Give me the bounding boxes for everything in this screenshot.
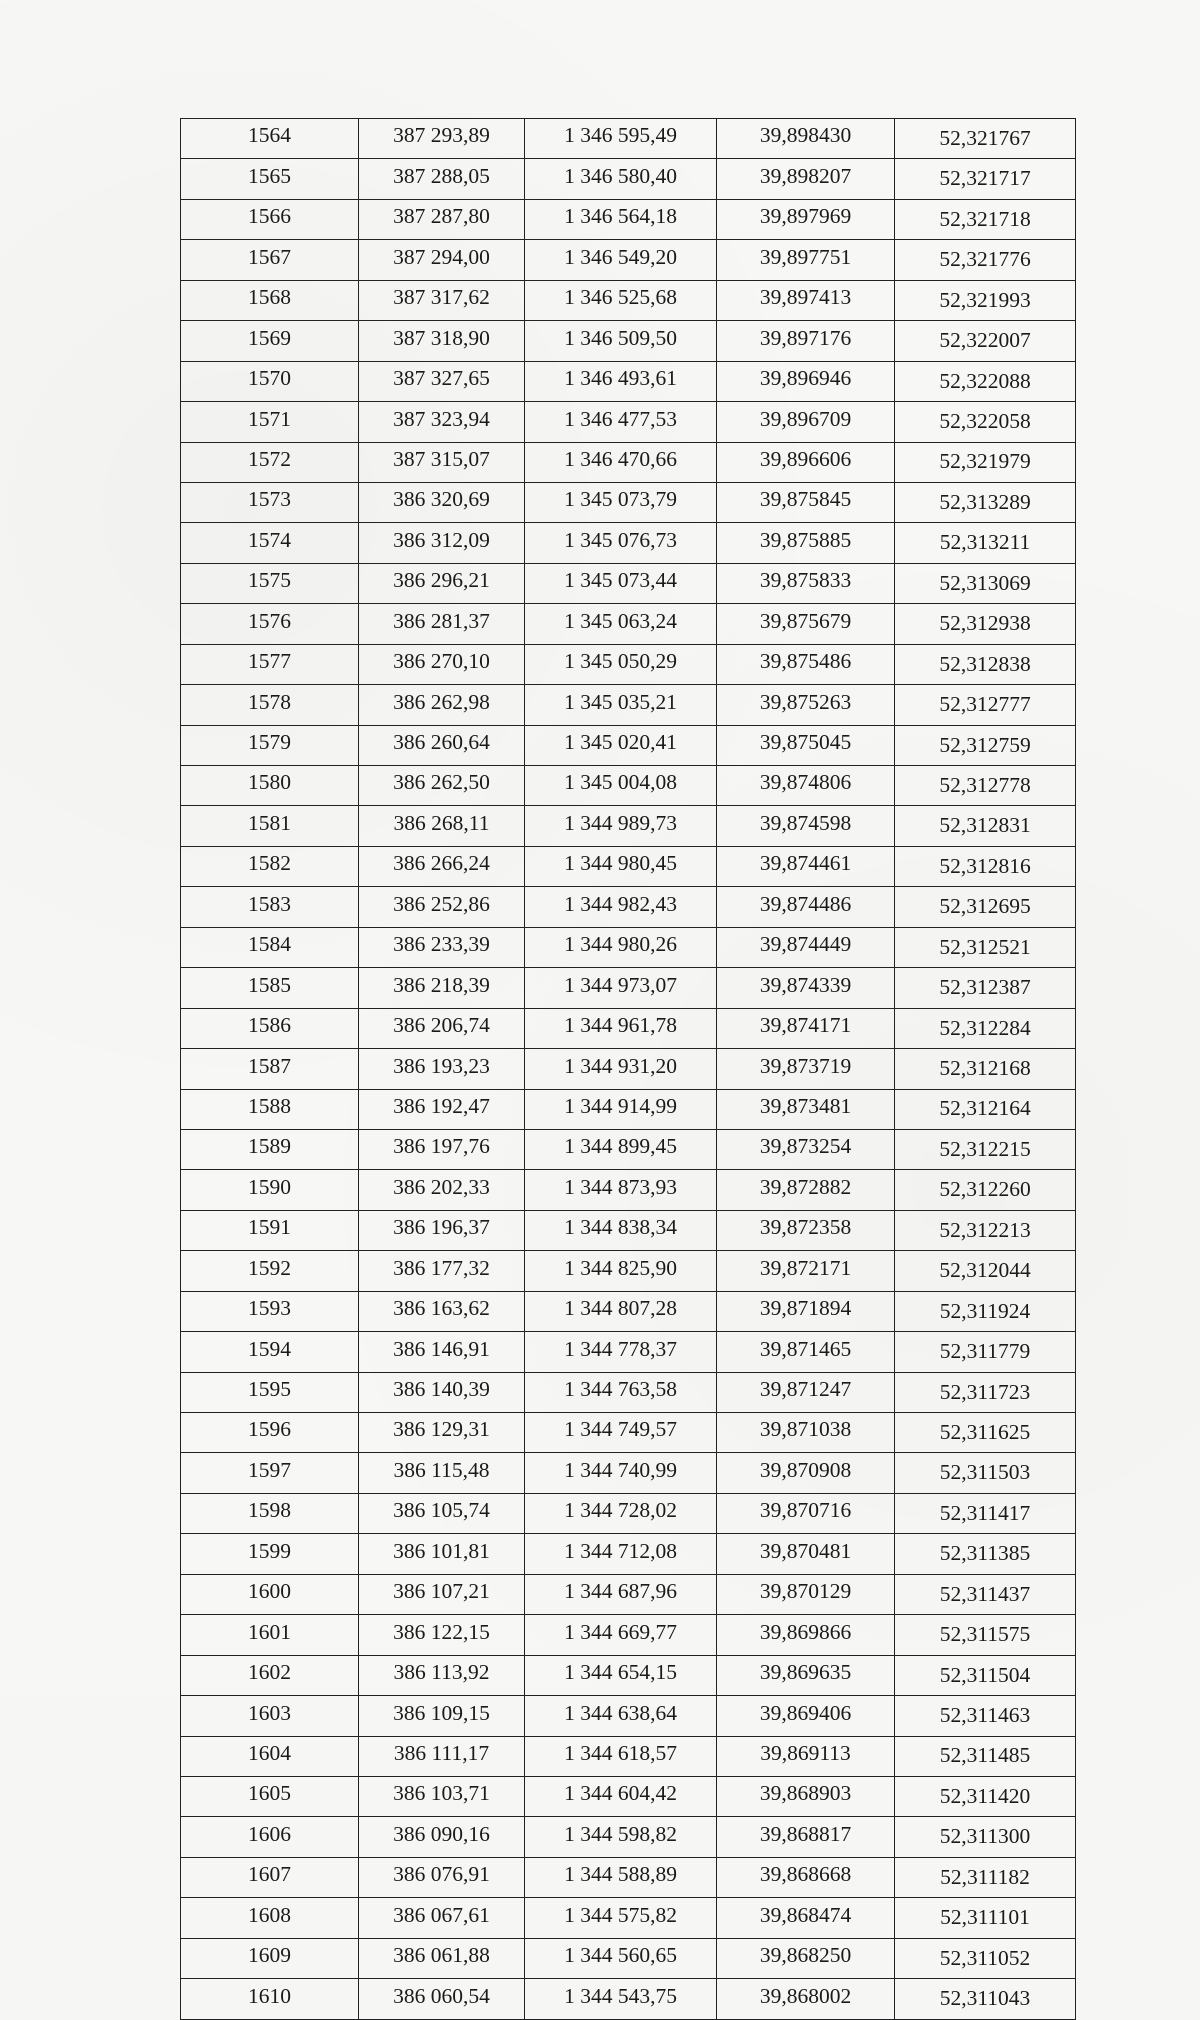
longitude-cell: 39,870129 xyxy=(717,1574,895,1614)
x-coordinate-cell: 386 281,37 xyxy=(359,604,525,644)
y-coordinate-cell: 1 346 477,53 xyxy=(525,402,717,442)
table-row xyxy=(181,361,1076,401)
y-coordinate-cell: 1 345 073,79 xyxy=(525,482,717,522)
latitude-cell: 52,312938 xyxy=(895,604,1076,644)
point-number-cell: 1573 xyxy=(181,482,359,522)
table-row xyxy=(181,1817,1076,1857)
y-coordinate-cell: 1 344 961,78 xyxy=(525,1008,717,1048)
point-number-cell: 1600 xyxy=(181,1574,359,1614)
x-coordinate-cell: 386 268,11 xyxy=(359,806,525,846)
longitude-cell: 39,868474 xyxy=(717,1898,895,1938)
table-row xyxy=(181,1736,1076,1776)
longitude-cell: 39,869406 xyxy=(717,1696,895,1736)
latitude-cell: 52,312778 xyxy=(895,766,1076,806)
longitude-cell: 39,868250 xyxy=(717,1938,895,1978)
table-row xyxy=(181,119,1076,159)
table-row xyxy=(181,1008,1076,1048)
y-coordinate-cell: 1 344 669,77 xyxy=(525,1615,717,1655)
longitude-cell: 39,873719 xyxy=(717,1049,895,1089)
latitude-cell: 52,312759 xyxy=(895,725,1076,765)
latitude-cell: 52,312164 xyxy=(895,1089,1076,1129)
y-coordinate-cell: 1 344 575,82 xyxy=(525,1898,717,1938)
x-coordinate-cell: 386 101,81 xyxy=(359,1534,525,1574)
table-row xyxy=(181,1534,1076,1574)
latitude-cell: 52,312168 xyxy=(895,1049,1076,1089)
coordinates-table-container xyxy=(180,118,1075,2020)
point-number-cell: 1564 xyxy=(181,119,359,159)
latitude-cell: 52,311385 xyxy=(895,1534,1076,1574)
longitude-cell: 39,875833 xyxy=(717,563,895,603)
latitude-cell: 52,312831 xyxy=(895,806,1076,846)
latitude-cell: 52,312284 xyxy=(895,1008,1076,1048)
longitude-cell: 39,872882 xyxy=(717,1170,895,1210)
x-coordinate-cell: 386 202,33 xyxy=(359,1170,525,1210)
y-coordinate-cell: 1 344 543,75 xyxy=(525,1979,717,2019)
table-row xyxy=(181,1049,1076,1089)
point-number-cell: 1565 xyxy=(181,159,359,199)
y-coordinate-cell: 1 344 899,45 xyxy=(525,1129,717,1169)
longitude-cell: 39,897413 xyxy=(717,280,895,320)
table-row xyxy=(181,1170,1076,1210)
x-coordinate-cell: 386 262,50 xyxy=(359,766,525,806)
x-coordinate-cell: 386 197,76 xyxy=(359,1129,525,1169)
point-number-cell: 1607 xyxy=(181,1857,359,1897)
longitude-cell: 39,873481 xyxy=(717,1089,895,1129)
latitude-cell: 52,312816 xyxy=(895,846,1076,886)
y-coordinate-cell: 1 345 004,08 xyxy=(525,766,717,806)
table-row xyxy=(181,685,1076,725)
y-coordinate-cell: 1 345 035,21 xyxy=(525,685,717,725)
table-row xyxy=(181,1332,1076,1372)
y-coordinate-cell: 1 344 982,43 xyxy=(525,887,717,927)
point-number-cell: 1575 xyxy=(181,563,359,603)
point-number-cell: 1594 xyxy=(181,1332,359,1372)
x-coordinate-cell: 386 260,64 xyxy=(359,725,525,765)
latitude-cell: 52,312695 xyxy=(895,887,1076,927)
latitude-cell: 52,311300 xyxy=(895,1817,1076,1857)
table-row xyxy=(181,321,1076,361)
longitude-cell: 39,875885 xyxy=(717,523,895,563)
point-number-cell: 1601 xyxy=(181,1615,359,1655)
table-row xyxy=(181,1655,1076,1695)
table-row xyxy=(181,1291,1076,1331)
latitude-cell: 52,311437 xyxy=(895,1574,1076,1614)
x-coordinate-cell: 386 103,71 xyxy=(359,1776,525,1816)
table-row xyxy=(181,442,1076,482)
table-row xyxy=(181,402,1076,442)
y-coordinate-cell: 1 344 980,26 xyxy=(525,927,717,967)
longitude-cell: 39,874339 xyxy=(717,968,895,1008)
latitude-cell: 52,322088 xyxy=(895,361,1076,401)
table-row xyxy=(181,1615,1076,1655)
point-number-cell: 1586 xyxy=(181,1008,359,1048)
y-coordinate-cell: 1 344 873,93 xyxy=(525,1170,717,1210)
longitude-cell: 39,868903 xyxy=(717,1776,895,1816)
point-number-cell: 1595 xyxy=(181,1372,359,1412)
y-coordinate-cell: 1 344 838,34 xyxy=(525,1210,717,1250)
table-row xyxy=(181,1857,1076,1897)
point-number-cell: 1606 xyxy=(181,1817,359,1857)
x-coordinate-cell: 386 177,32 xyxy=(359,1251,525,1291)
y-coordinate-cell: 1 344 825,90 xyxy=(525,1251,717,1291)
latitude-cell: 52,313289 xyxy=(895,482,1076,522)
x-coordinate-cell: 386 060,54 xyxy=(359,1979,525,2019)
longitude-cell: 39,868002 xyxy=(717,1979,895,2019)
y-coordinate-cell: 1 345 020,41 xyxy=(525,725,717,765)
x-coordinate-cell: 386 320,69 xyxy=(359,482,525,522)
longitude-cell: 39,898430 xyxy=(717,119,895,159)
longitude-cell: 39,874171 xyxy=(717,1008,895,1048)
longitude-cell: 39,874461 xyxy=(717,846,895,886)
table-row xyxy=(181,1979,1076,2019)
coordinates-table-body xyxy=(181,119,1076,2020)
table-row xyxy=(181,1129,1076,1169)
longitude-cell: 39,896946 xyxy=(717,361,895,401)
longitude-cell: 39,868668 xyxy=(717,1857,895,1897)
point-number-cell: 1568 xyxy=(181,280,359,320)
table-row xyxy=(181,604,1076,644)
point-number-cell: 1587 xyxy=(181,1049,359,1089)
table-row xyxy=(181,1898,1076,1938)
latitude-cell: 52,311625 xyxy=(895,1413,1076,1453)
y-coordinate-cell: 1 346 595,49 xyxy=(525,119,717,159)
table-row xyxy=(181,280,1076,320)
table-row xyxy=(181,927,1076,967)
longitude-cell: 39,872171 xyxy=(717,1251,895,1291)
longitude-cell: 39,898207 xyxy=(717,159,895,199)
table-row xyxy=(181,1089,1076,1129)
longitude-cell: 39,875845 xyxy=(717,482,895,522)
x-coordinate-cell: 386 140,39 xyxy=(359,1372,525,1412)
longitude-cell: 39,871894 xyxy=(717,1291,895,1331)
longitude-cell: 39,871247 xyxy=(717,1372,895,1412)
point-number-cell: 1582 xyxy=(181,846,359,886)
point-number-cell: 1567 xyxy=(181,240,359,280)
x-coordinate-cell: 387 315,07 xyxy=(359,442,525,482)
y-coordinate-cell: 1 344 712,08 xyxy=(525,1534,717,1574)
y-coordinate-cell: 1 345 063,24 xyxy=(525,604,717,644)
x-coordinate-cell: 387 327,65 xyxy=(359,361,525,401)
y-coordinate-cell: 1 344 914,99 xyxy=(525,1089,717,1129)
table-row xyxy=(181,1776,1076,1816)
longitude-cell: 39,897969 xyxy=(717,199,895,239)
longitude-cell: 39,875045 xyxy=(717,725,895,765)
x-coordinate-cell: 386 122,15 xyxy=(359,1615,525,1655)
point-number-cell: 1566 xyxy=(181,199,359,239)
longitude-cell: 39,871038 xyxy=(717,1413,895,1453)
y-coordinate-cell: 1 346 493,61 xyxy=(525,361,717,401)
table-row xyxy=(181,887,1076,927)
point-number-cell: 1578 xyxy=(181,685,359,725)
longitude-cell: 39,870716 xyxy=(717,1493,895,1533)
y-coordinate-cell: 1 344 654,15 xyxy=(525,1655,717,1695)
point-number-cell: 1570 xyxy=(181,361,359,401)
table-row xyxy=(181,482,1076,522)
x-coordinate-cell: 386 067,61 xyxy=(359,1898,525,1938)
table-row xyxy=(181,968,1076,1008)
point-number-cell: 1589 xyxy=(181,1129,359,1169)
point-number-cell: 1574 xyxy=(181,523,359,563)
x-coordinate-cell: 387 287,80 xyxy=(359,199,525,239)
point-number-cell: 1597 xyxy=(181,1453,359,1493)
latitude-cell: 52,312777 xyxy=(895,685,1076,725)
table-row xyxy=(181,766,1076,806)
y-coordinate-cell: 1 344 740,99 xyxy=(525,1453,717,1493)
latitude-cell: 52,321718 xyxy=(895,199,1076,239)
y-coordinate-cell: 1 344 728,02 xyxy=(525,1493,717,1533)
latitude-cell: 52,321776 xyxy=(895,240,1076,280)
x-coordinate-cell: 387 288,05 xyxy=(359,159,525,199)
latitude-cell: 52,311503 xyxy=(895,1453,1076,1493)
table-row xyxy=(181,159,1076,199)
x-coordinate-cell: 387 323,94 xyxy=(359,402,525,442)
y-coordinate-cell: 1 344 598,82 xyxy=(525,1817,717,1857)
latitude-cell: 52,312387 xyxy=(895,968,1076,1008)
latitude-cell: 52,321717 xyxy=(895,159,1076,199)
point-number-cell: 1571 xyxy=(181,402,359,442)
latitude-cell: 52,311417 xyxy=(895,1493,1076,1533)
latitude-cell: 52,321767 xyxy=(895,119,1076,159)
table-row xyxy=(181,644,1076,684)
latitude-cell: 52,311052 xyxy=(895,1938,1076,1978)
latitude-cell: 52,311101 xyxy=(895,1898,1076,1938)
x-coordinate-cell: 386 262,98 xyxy=(359,685,525,725)
point-number-cell: 1604 xyxy=(181,1736,359,1776)
longitude-cell: 39,870908 xyxy=(717,1453,895,1493)
y-coordinate-cell: 1 345 073,44 xyxy=(525,563,717,603)
longitude-cell: 39,869113 xyxy=(717,1736,895,1776)
longitude-cell: 39,896709 xyxy=(717,402,895,442)
y-coordinate-cell: 1 344 980,45 xyxy=(525,846,717,886)
longitude-cell: 39,875679 xyxy=(717,604,895,644)
x-coordinate-cell: 386 107,21 xyxy=(359,1574,525,1614)
table-row xyxy=(181,725,1076,765)
longitude-cell: 39,872358 xyxy=(717,1210,895,1250)
longitude-cell: 39,875263 xyxy=(717,685,895,725)
point-number-cell: 1609 xyxy=(181,1938,359,1978)
x-coordinate-cell: 386 076,91 xyxy=(359,1857,525,1897)
point-number-cell: 1591 xyxy=(181,1210,359,1250)
x-coordinate-cell: 386 312,09 xyxy=(359,523,525,563)
point-number-cell: 1588 xyxy=(181,1089,359,1129)
point-number-cell: 1598 xyxy=(181,1493,359,1533)
y-coordinate-cell: 1 345 050,29 xyxy=(525,644,717,684)
longitude-cell: 39,874806 xyxy=(717,766,895,806)
table-row xyxy=(181,1372,1076,1412)
longitude-cell: 39,870481 xyxy=(717,1534,895,1574)
latitude-cell: 52,321979 xyxy=(895,442,1076,482)
y-coordinate-cell: 1 344 778,37 xyxy=(525,1332,717,1372)
longitude-cell: 39,896606 xyxy=(717,442,895,482)
y-coordinate-cell: 1 344 989,73 xyxy=(525,806,717,846)
point-number-cell: 1592 xyxy=(181,1251,359,1291)
y-coordinate-cell: 1 345 076,73 xyxy=(525,523,717,563)
x-coordinate-cell: 386 061,88 xyxy=(359,1938,525,1978)
y-coordinate-cell: 1 344 763,58 xyxy=(525,1372,717,1412)
longitude-cell: 39,875486 xyxy=(717,644,895,684)
point-number-cell: 1585 xyxy=(181,968,359,1008)
x-coordinate-cell: 386 233,39 xyxy=(359,927,525,967)
latitude-cell: 52,311043 xyxy=(895,1979,1076,2019)
y-coordinate-cell: 1 344 749,57 xyxy=(525,1413,717,1453)
table-row xyxy=(181,1696,1076,1736)
x-coordinate-cell: 386 218,39 xyxy=(359,968,525,1008)
y-coordinate-cell: 1 344 604,42 xyxy=(525,1776,717,1816)
longitude-cell: 39,869635 xyxy=(717,1655,895,1695)
x-coordinate-cell: 387 293,89 xyxy=(359,119,525,159)
point-number-cell: 1569 xyxy=(181,321,359,361)
latitude-cell: 52,311575 xyxy=(895,1615,1076,1655)
latitude-cell: 52,311723 xyxy=(895,1372,1076,1412)
table-row xyxy=(181,806,1076,846)
longitude-cell: 39,874598 xyxy=(717,806,895,846)
x-coordinate-cell: 386 192,47 xyxy=(359,1089,525,1129)
x-coordinate-cell: 386 270,10 xyxy=(359,644,525,684)
point-number-cell: 1576 xyxy=(181,604,359,644)
latitude-cell: 52,322007 xyxy=(895,321,1076,361)
longitude-cell: 39,897176 xyxy=(717,321,895,361)
table-row xyxy=(181,523,1076,563)
longitude-cell: 39,874486 xyxy=(717,887,895,927)
coordinates-table xyxy=(180,118,1076,2020)
latitude-cell: 52,312260 xyxy=(895,1170,1076,1210)
point-number-cell: 1605 xyxy=(181,1776,359,1816)
point-number-cell: 1596 xyxy=(181,1413,359,1453)
point-number-cell: 1577 xyxy=(181,644,359,684)
table-row xyxy=(181,240,1076,280)
x-coordinate-cell: 386 090,16 xyxy=(359,1817,525,1857)
x-coordinate-cell: 386 163,62 xyxy=(359,1291,525,1331)
point-number-cell: 1602 xyxy=(181,1655,359,1695)
latitude-cell: 52,312838 xyxy=(895,644,1076,684)
x-coordinate-cell: 387 318,90 xyxy=(359,321,525,361)
y-coordinate-cell: 1 344 931,20 xyxy=(525,1049,717,1089)
latitude-cell: 52,311485 xyxy=(895,1736,1076,1776)
x-coordinate-cell: 386 296,21 xyxy=(359,563,525,603)
latitude-cell: 52,322058 xyxy=(895,402,1076,442)
point-number-cell: 1579 xyxy=(181,725,359,765)
y-coordinate-cell: 1 344 560,65 xyxy=(525,1938,717,1978)
y-coordinate-cell: 1 346 470,66 xyxy=(525,442,717,482)
y-coordinate-cell: 1 346 509,50 xyxy=(525,321,717,361)
y-coordinate-cell: 1 346 580,40 xyxy=(525,159,717,199)
table-row xyxy=(181,846,1076,886)
longitude-cell: 39,873254 xyxy=(717,1129,895,1169)
longitude-cell: 39,869866 xyxy=(717,1615,895,1655)
y-coordinate-cell: 1 344 687,96 xyxy=(525,1574,717,1614)
y-coordinate-cell: 1 344 588,89 xyxy=(525,1857,717,1897)
table-row xyxy=(181,1210,1076,1250)
point-number-cell: 1603 xyxy=(181,1696,359,1736)
longitude-cell: 39,868817 xyxy=(717,1817,895,1857)
table-row xyxy=(181,1453,1076,1493)
x-coordinate-cell: 386 266,24 xyxy=(359,846,525,886)
y-coordinate-cell: 1 346 564,18 xyxy=(525,199,717,239)
table-row xyxy=(181,1413,1076,1453)
latitude-cell: 52,312213 xyxy=(895,1210,1076,1250)
longitude-cell: 39,874449 xyxy=(717,927,895,967)
latitude-cell: 52,313211 xyxy=(895,523,1076,563)
latitude-cell: 52,311779 xyxy=(895,1332,1076,1372)
point-number-cell: 1580 xyxy=(181,766,359,806)
y-coordinate-cell: 1 346 549,20 xyxy=(525,240,717,280)
x-coordinate-cell: 387 294,00 xyxy=(359,240,525,280)
latitude-cell: 52,311182 xyxy=(895,1857,1076,1897)
point-number-cell: 1583 xyxy=(181,887,359,927)
y-coordinate-cell: 1 346 525,68 xyxy=(525,280,717,320)
longitude-cell: 39,897751 xyxy=(717,240,895,280)
latitude-cell: 52,312521 xyxy=(895,927,1076,967)
point-number-cell: 1572 xyxy=(181,442,359,482)
latitude-cell: 52,312215 xyxy=(895,1129,1076,1169)
latitude-cell: 52,312044 xyxy=(895,1251,1076,1291)
x-coordinate-cell: 386 252,86 xyxy=(359,887,525,927)
longitude-cell: 39,871465 xyxy=(717,1332,895,1372)
y-coordinate-cell: 1 344 973,07 xyxy=(525,968,717,1008)
point-number-cell: 1599 xyxy=(181,1534,359,1574)
latitude-cell: 52,311463 xyxy=(895,1696,1076,1736)
table-row xyxy=(181,199,1076,239)
x-coordinate-cell: 386 115,48 xyxy=(359,1453,525,1493)
point-number-cell: 1584 xyxy=(181,927,359,967)
latitude-cell: 52,321993 xyxy=(895,280,1076,320)
table-row xyxy=(181,1493,1076,1533)
point-number-cell: 1608 xyxy=(181,1898,359,1938)
x-coordinate-cell: 386 109,15 xyxy=(359,1696,525,1736)
x-coordinate-cell: 386 129,31 xyxy=(359,1413,525,1453)
point-number-cell: 1610 xyxy=(181,1979,359,2019)
latitude-cell: 52,311420 xyxy=(895,1776,1076,1816)
x-coordinate-cell: 386 146,91 xyxy=(359,1332,525,1372)
x-coordinate-cell: 386 196,37 xyxy=(359,1210,525,1250)
latitude-cell: 52,311924 xyxy=(895,1291,1076,1331)
x-coordinate-cell: 387 317,62 xyxy=(359,280,525,320)
y-coordinate-cell: 1 344 638,64 xyxy=(525,1696,717,1736)
y-coordinate-cell: 1 344 807,28 xyxy=(525,1291,717,1331)
table-row xyxy=(181,563,1076,603)
table-row xyxy=(181,1574,1076,1614)
point-number-cell: 1581 xyxy=(181,806,359,846)
point-number-cell: 1593 xyxy=(181,1291,359,1331)
x-coordinate-cell: 386 193,23 xyxy=(359,1049,525,1089)
x-coordinate-cell: 386 105,74 xyxy=(359,1493,525,1533)
latitude-cell: 52,311504 xyxy=(895,1655,1076,1695)
table-row xyxy=(181,1938,1076,1978)
x-coordinate-cell: 386 113,92 xyxy=(359,1655,525,1695)
x-coordinate-cell: 386 111,17 xyxy=(359,1736,525,1776)
table-row xyxy=(181,1251,1076,1291)
x-coordinate-cell: 386 206,74 xyxy=(359,1008,525,1048)
point-number-cell: 1590 xyxy=(181,1170,359,1210)
latitude-cell: 52,313069 xyxy=(895,563,1076,603)
y-coordinate-cell: 1 344 618,57 xyxy=(525,1736,717,1776)
